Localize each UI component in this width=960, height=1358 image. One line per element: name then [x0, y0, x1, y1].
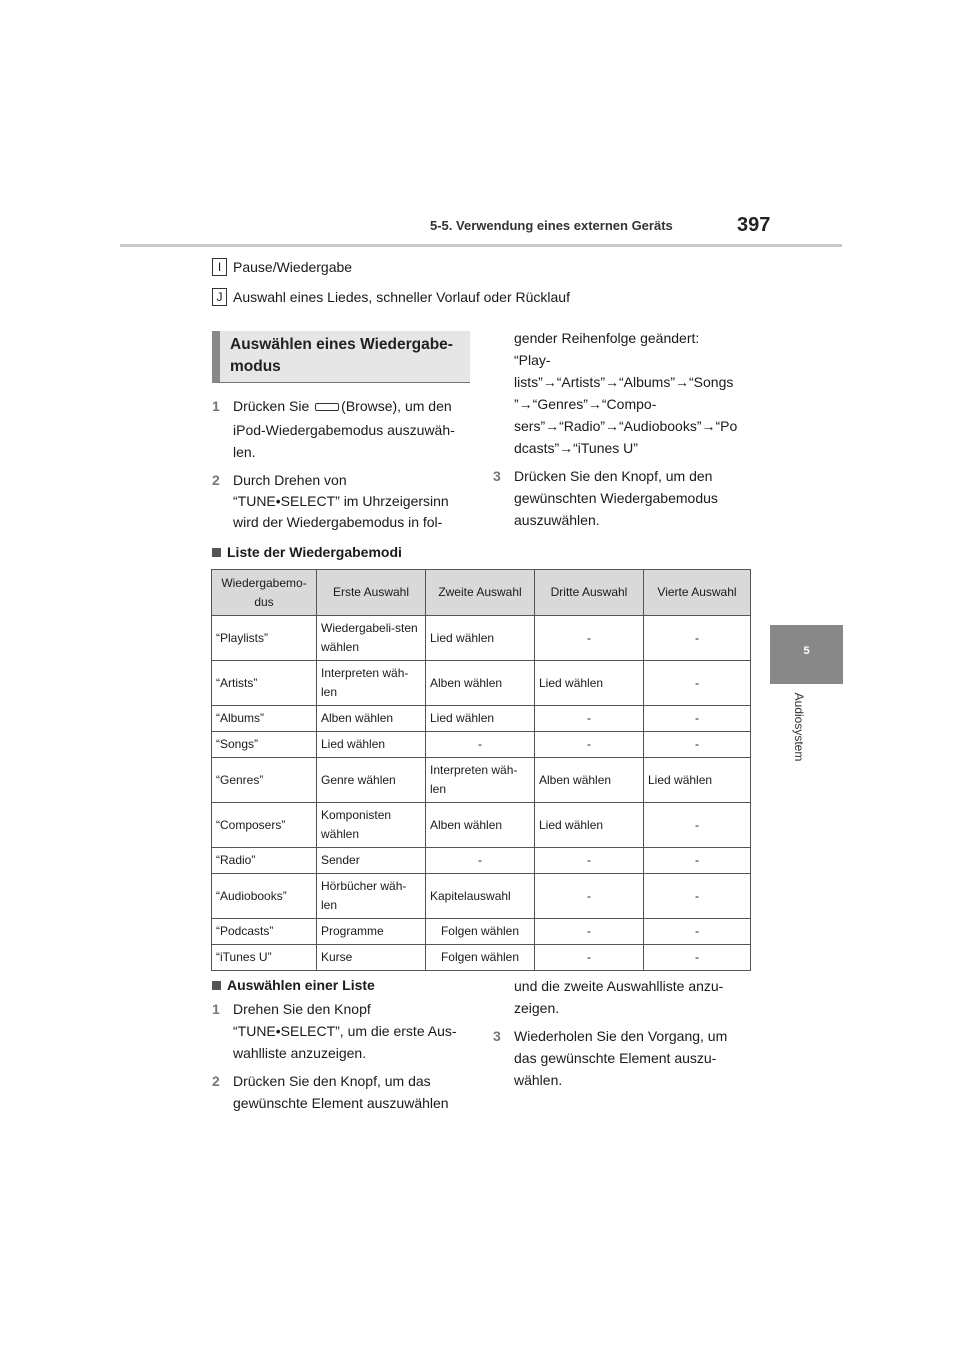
chapter-number: 5: [803, 645, 810, 657]
column-header: Zweite Auswahl: [426, 570, 535, 616]
table-cell: -: [644, 732, 751, 758]
step-text: wählen.: [514, 1072, 563, 1088]
table-row: [212, 661, 751, 706]
text-line: “Play-: [514, 352, 551, 368]
table-cell: -: [644, 848, 751, 874]
bullet-square-icon: [212, 981, 221, 990]
table-row: [212, 706, 751, 732]
table-cell: Alben wählen: [317, 706, 426, 732]
step-number: 1: [212, 1001, 220, 1017]
table-cell: Lied wählen: [426, 616, 535, 661]
step-number: 2: [212, 1073, 220, 1089]
table-row: [212, 732, 751, 758]
step-text: Drücken Sie: [233, 398, 310, 414]
step-text: Drücken Sie den Knopf, um den: [514, 468, 713, 484]
step-text: iPod-Wiedergabemodus auszuwäh-: [233, 422, 455, 438]
section-heading-box: [212, 331, 470, 383]
text-line: zeigen.: [514, 1000, 560, 1016]
table-cell: Alben wählen: [426, 803, 535, 848]
table-cell: Hörbücher wäh-len: [317, 874, 426, 919]
select-right-steps: [493, 975, 763, 1095]
table-cell: “Podcasts”: [212, 919, 317, 945]
table-cell: -: [535, 945, 644, 971]
select-list-title: Auswählen einer Liste: [227, 977, 375, 993]
chapter-tab: [770, 625, 843, 684]
step-text: gewünschte Element auszuwählen: [233, 1095, 449, 1111]
table-cell: Lied wählen: [535, 661, 644, 706]
table-cell: -: [644, 945, 751, 971]
section-heading: Auswählen eines Wiedergabe-modus: [230, 336, 453, 375]
table-cell: Interpreten wäh-len: [317, 661, 426, 706]
table-cell: “Audiobooks”: [212, 874, 317, 919]
table-cell: -: [644, 919, 751, 945]
table-cell: -: [535, 706, 644, 732]
table-cell: -: [644, 874, 751, 919]
table-cell: -: [426, 848, 535, 874]
step-number: 1: [212, 398, 220, 414]
text-line: und die zweite Auswahlliste anzu-: [514, 978, 724, 994]
column-header: Wiedergabemo-dus: [212, 570, 317, 616]
table-cell: Sender: [317, 848, 426, 874]
table-row: [212, 874, 751, 919]
modes-table: [211, 569, 751, 971]
table-cell: -: [535, 874, 644, 919]
step-text: auszuwählen.: [514, 512, 600, 528]
step-text: “TUNE•SELECT”, um die erste Aus-: [233, 1023, 457, 1039]
table-row: [212, 758, 751, 803]
legend-text: Auswahl eines Liedes, schneller Vorlauf oder Rücklauf: [233, 289, 570, 305]
table-row: [212, 919, 751, 945]
column-header: Vierte Auswahl: [644, 570, 751, 616]
table-cell: Wiedergabeli-sten wählen: [317, 616, 426, 661]
step-text: Drücken Sie den Knopf, um das: [233, 1073, 431, 1089]
bullet-square-icon: [212, 548, 221, 557]
table-cell: Genre wählen: [317, 758, 426, 803]
select-left-steps: [212, 998, 482, 1118]
table-cell: Lied wählen: [535, 803, 644, 848]
table-row: [212, 803, 751, 848]
legend-text: Pause/Wiedergabe: [233, 259, 353, 275]
step-text: Wiederholen Sie den Vorgang, um: [514, 1028, 728, 1044]
right-steps: [493, 327, 753, 537]
step-text: Drehen Sie den Knopf: [233, 1001, 371, 1017]
table-cell: “iTunes U”: [212, 945, 317, 971]
column-header: Erste Auswahl: [317, 570, 426, 616]
table-cell: Lied wählen: [644, 758, 751, 803]
step-text: len.: [233, 444, 256, 460]
step-text: das gewünschte Element auszu-: [514, 1050, 717, 1066]
table-cell: “Songs”: [212, 732, 317, 758]
table-cell: “Genres”: [212, 758, 317, 803]
section-title: 5-5. Verwendung eines externen Geräts: [430, 218, 673, 233]
chapter-label: Audiosystem: [792, 692, 806, 762]
table-cell: -: [535, 616, 644, 661]
table-cell: -: [644, 661, 751, 706]
modes-list-heading: [212, 544, 402, 560]
page-number: 397: [737, 214, 771, 236]
table-cell: Folgen wählen: [426, 945, 535, 971]
table-cell: Alben wählen: [426, 661, 535, 706]
header-divider: [120, 244, 842, 247]
step-text: (Browse), um den: [341, 398, 452, 414]
table-header-row: [212, 570, 751, 616]
table-row: [212, 848, 751, 874]
key-label: J: [212, 288, 227, 306]
table-cell: -: [535, 848, 644, 874]
table-cell: -: [535, 919, 644, 945]
step-number: 3: [493, 1028, 501, 1044]
step-text: wahlliste anzuzeigen.: [233, 1045, 367, 1061]
left-steps: [212, 395, 472, 535]
text-line: sers”→“Radio”→“Audiobooks”→“Po: [514, 418, 738, 434]
table-cell: -: [426, 732, 535, 758]
text-line: gender Reihenfolge geändert:: [514, 330, 700, 346]
table-row: [212, 616, 751, 661]
table-cell: Lied wählen: [317, 732, 426, 758]
table-cell: Kapitelauswahl: [426, 874, 535, 919]
table-cell: -: [644, 706, 751, 732]
table-cell: Alben wählen: [535, 758, 644, 803]
table-cell: Programme: [317, 919, 426, 945]
step-text: “TUNE•SELECT” im Uhrzeigersinn: [233, 493, 449, 509]
text-line: ”→“Genres”→“Compo-: [514, 396, 657, 412]
table-cell: “Artists”: [212, 661, 317, 706]
legend-item: [212, 288, 570, 306]
legend-item: [212, 258, 352, 276]
key-label: I: [212, 258, 227, 276]
step-number: 3: [493, 468, 501, 484]
step-text: Durch Drehen von: [233, 472, 347, 488]
table-row: [212, 945, 751, 971]
browse-button-icon: [315, 403, 339, 411]
table-cell: -: [644, 803, 751, 848]
table-cell: Folgen wählen: [426, 919, 535, 945]
table-cell: “Playlists”: [212, 616, 317, 661]
table-cell: “Radio”: [212, 848, 317, 874]
table-cell: Interpreten wäh-len: [426, 758, 535, 803]
text-line: dcasts”→“iTunes U”: [514, 440, 638, 456]
table-cell: Komponisten wählen: [317, 803, 426, 848]
column-header: Dritte Auswahl: [535, 570, 644, 616]
step-text: gewünschten Wiedergabemodus: [514, 490, 718, 506]
table-cell: Lied wählen: [426, 706, 535, 732]
step-text: wird der Wiedergabemodus in fol-: [233, 514, 443, 530]
table-cell: Kurse: [317, 945, 426, 971]
table-cell: “Albums”: [212, 706, 317, 732]
table-cell: -: [535, 732, 644, 758]
table-cell: -: [644, 616, 751, 661]
modes-list-title: Liste der Wiedergabemodi: [227, 544, 402, 560]
step-number: 2: [212, 472, 220, 488]
table-cell: “Composers”: [212, 803, 317, 848]
select-list-heading: [212, 977, 375, 993]
text-line: lists”→“Artists”→“Albums”→“Songs: [514, 374, 734, 390]
